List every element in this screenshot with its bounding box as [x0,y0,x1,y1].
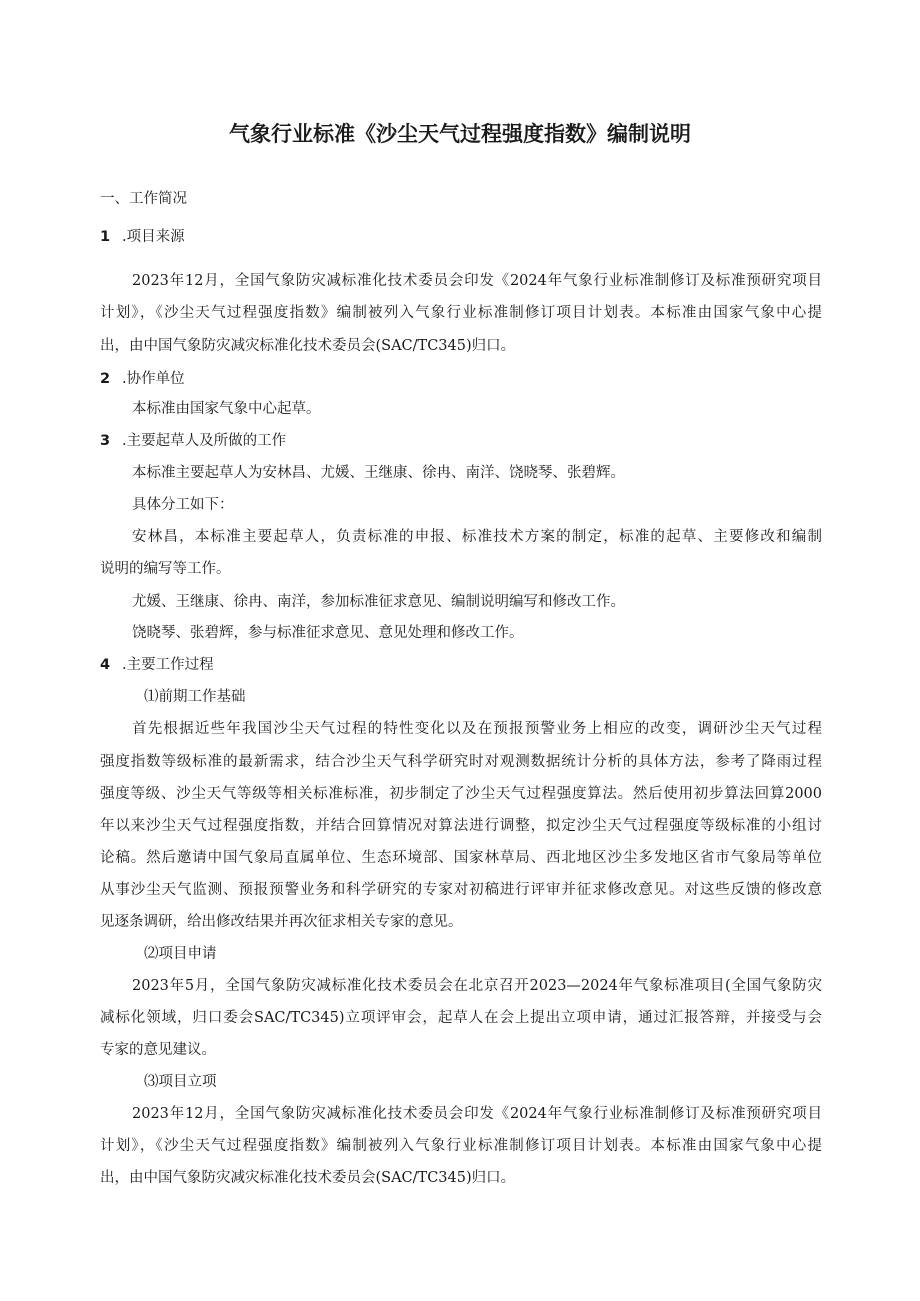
paragraph-line: 计划》，《沙尘天气过程强度指数》编制被列入气象行业标准制修订项目计划表。本标准由国家气象中心提 [100,1138,822,1154]
section-heading-work-overview: 一、工作简况 [100,191,187,207]
paragraph-line: 饶晓琴、张碧辉，参与标准征求意见、意见处理和修改工作。 [132,625,524,641]
paragraph-line: 2023年12月，全国气象防灾减标准化技术委员会印发《2024年气象行业标准制修订及标准预研究项目 [132,1106,822,1122]
item-title: .主要工作过程 [122,657,214,673]
item-heading-cooperating-unit [100,368,822,390]
item-title: .协作单位 [122,371,185,387]
paragraph-line: 2023年12月，全国气象防灾减标准化技术委员会印发《2024年气象行业标准制修订及标准预研究项目 [132,273,822,289]
paragraph-line: 从事沙尘天气监测、预报预警业务和科学研究的专家对初稿进行评审并征求修改意见。对这些反馈的修改意 [100,882,822,898]
paragraph-line: 安林昌，本标准主要起草人，负责标准的申报、标准技术方案的制定，标准的起草、主要修改和编制 [132,529,822,545]
item-number: 2 [100,371,111,387]
item-number: 3 [100,433,111,449]
paragraph-line: 本标准由国家气象中心起草。 [132,401,321,417]
paragraph-line: 首先根据近些年我国沙尘天气过程的特性变化以及在预报预警业务上相应的改变，调研沙尘天气过程 [132,721,822,737]
paragraph-line: 计划》，《沙尘天气过程强度指数》编制被列入气象行业标准制修订项目计划表。本标准由国家气象中心提 [100,305,822,321]
subheading-project-application: ⑵项目申请 [144,946,217,962]
item-title: .主要起草人及所做的工作 [122,433,287,449]
paragraph-line: 2023年5月，全国气象防灾减标准化技术委员会在北京召开2023—2024年气象标准项目(全国气象防灾 [132,978,822,994]
paragraph-line: 减标化领域，归口委会SAC/TC345)立项评审会，起草人在会上提出立项申请，通过汇报答辩，并接受与会 [100,1010,822,1026]
document-title: 气象行业标准《沙尘天气过程强度指数》编制说明 [229,122,691,146]
item-heading-main-drafters [100,430,822,452]
paragraph-line: 本标准主要起草人为安林昌、尤媛、王继康、徐冉、南洋、饶晓琴、张碧辉。 [132,465,625,481]
paragraph-line: 具体分工如下： [132,497,234,513]
subheading-preliminary-work: ⑴前期工作基础 [144,689,246,705]
paragraph-line: 出，由中国气象防灾减灾标准化技术委员会(SAC/TC345)归口。 [100,1170,516,1186]
paragraph-line: 强度指数等级标准的最新需求，结合沙尘天气科学研究时对观测数据统计分析的具体方法，参考了降雨过程 [100,754,822,770]
item-title: .项目来源 [122,229,185,245]
item-number: 4 [100,657,111,673]
subheading-project-approval: ⑶项目立项 [144,1074,217,1090]
paragraph-line: 见逐条调研，给出修改结果并再次征求相关专家的意见。 [100,914,463,930]
item-number: 1 [100,229,111,245]
paragraph-line: 强度等级、沙尘天气等级等相关标准标准，初步制定了沙尘天气过程强度算法。然后使用初步算法回算2000 [100,786,822,802]
paragraph-line: 论稿。然后邀请中国气象局直属单位、生态环境部、国家林草局、西北地区沙尘多发地区省市气象局等单位 [100,850,822,866]
item-heading-project-source [100,226,822,248]
paragraph-line: 年以来沙尘天气过程强度指数，并结合回算情况对算法进行调整，拟定沙尘天气过程强度等级标准的小组讨 [100,818,822,834]
paragraph-line: 专家的意见建议。 [100,1042,216,1058]
paragraph-line: 尤媛、王继康、徐冉、南洋，参加标准征求意见、编制说明编写和修改工作。 [132,594,625,610]
item-heading-main-work-process [100,654,822,676]
paragraph-line: 出，由中国气象防灾减灾标准化技术委员会(SAC/TC345)归口。 [100,338,516,354]
paragraph-line: 说明的编写等工作。 [100,561,231,577]
